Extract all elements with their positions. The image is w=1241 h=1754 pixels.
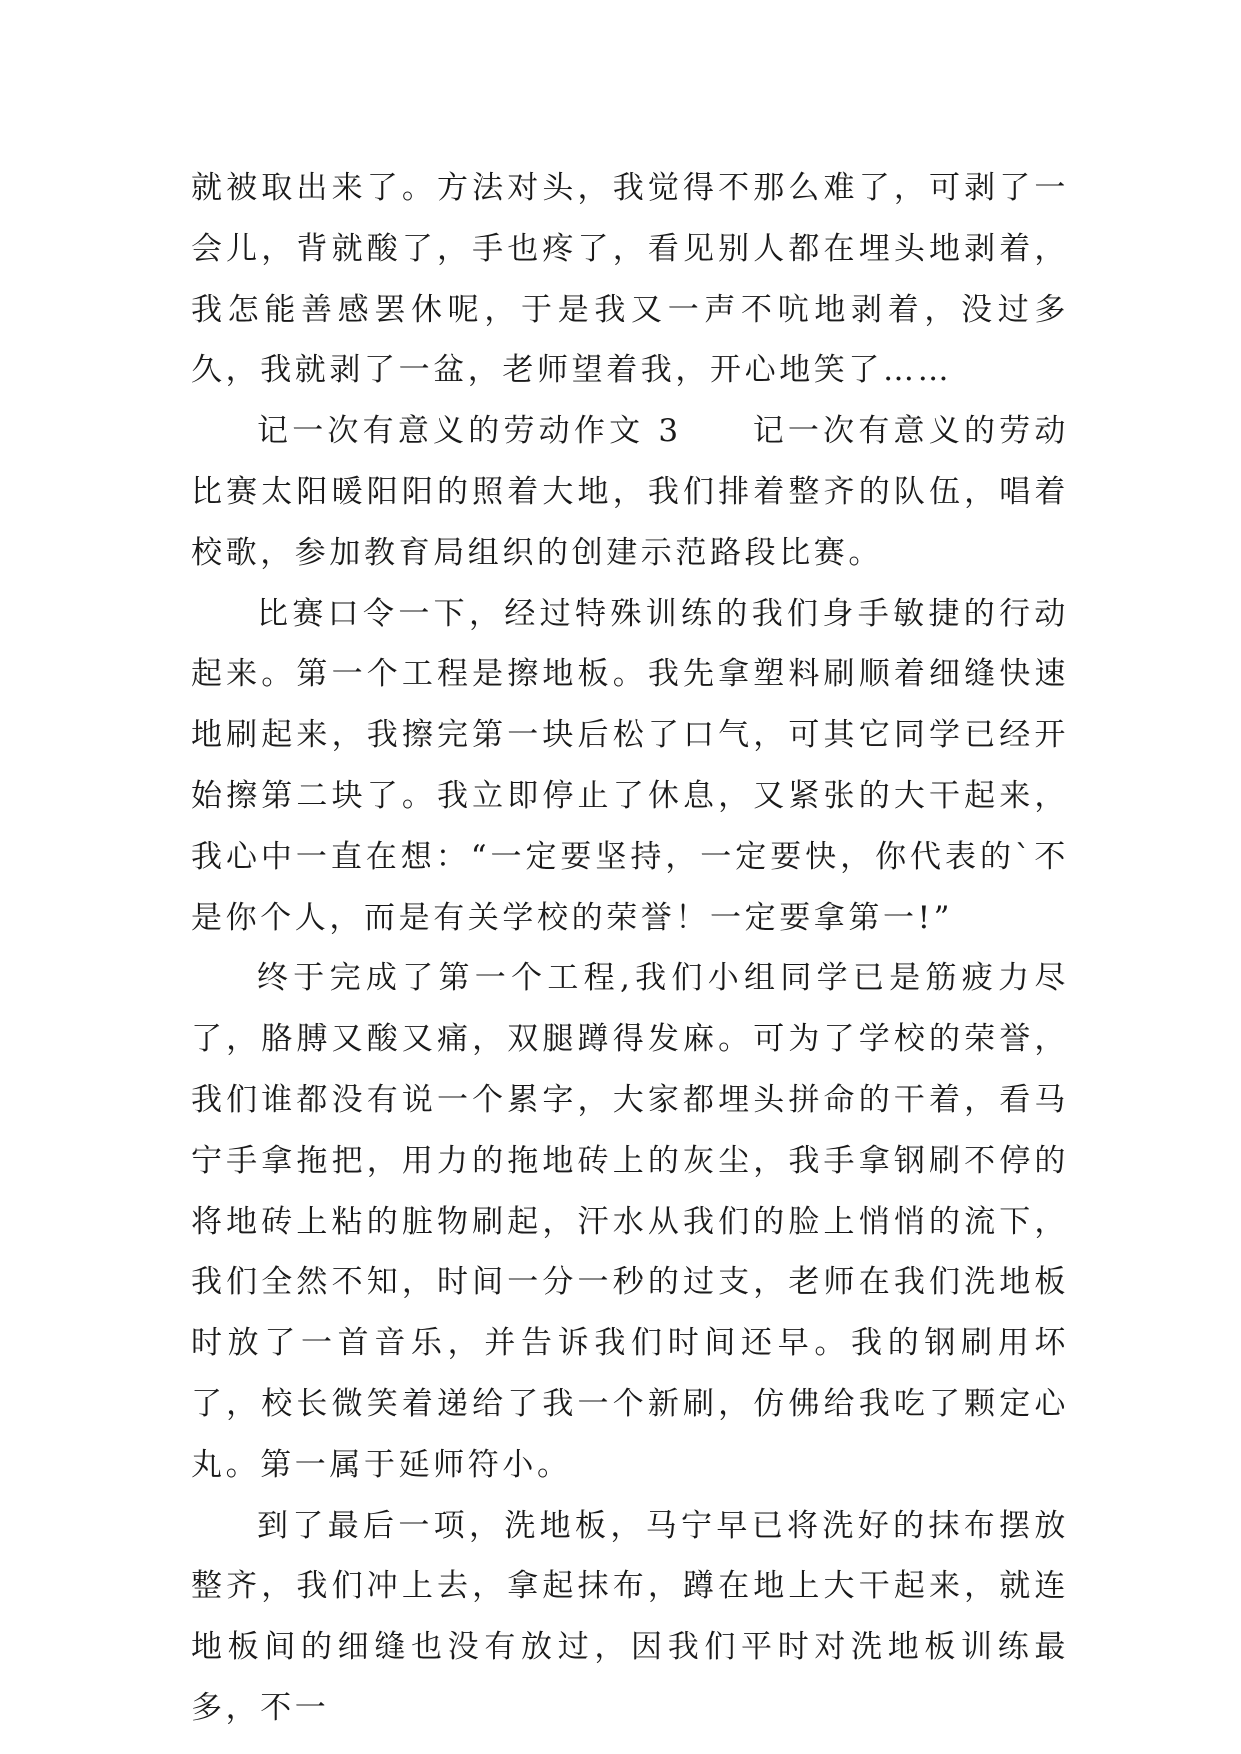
paragraph-effort: 终于完成了第一个工程,我们小组同学已是筋疲力尽了，胳膊又酸又痛，双腿蹲得发麻。可为了学校的荣誉，我们谁都没有说一个累字，大家都埋头拼命的干着，看马宁手拿拖把，用力的拖地砖上的灰尘，我手拿钢刷不停的将地砖上粘的脏物刷起，汗水从我们的脸上悄悄的流下，我们全然不知，时间一分一秒的过支，老师在我们洗地板时放了一首音乐，并告诉我们时间还早。我的钢刷用坏了，校长微笑着递给了我一个新刷，仿佛给我吃了颗定心丸。第一属于延师符小。 (191, 960, 1069, 1483)
document-body (191, 158, 1069, 1739)
paragraph-essay-3-intro: 记一次有意义的劳动作文 3 记一次有意义的劳动比赛太阳暖阳阳的照着大地，我们排着整齐的队伍，唱着校歌，参加教育局组织的创建示范路段比赛。 (191, 413, 1069, 571)
paragraph-continuation: 就被取出来了。方法对头，我觉得不那么难了，可剥了一会儿，背就酸了，手也疼了，看见别人都在埋头地剥着，我怎能善感罢休呢，于是我又一声不吭地剥着，没过多久，我就剥了一盆，老师望着我，开心地笑了…… (191, 170, 1069, 389)
paragraph-last-task: 到了最后一项，洗地板，马宁早已将洗好的抹布摆放整齐，我们冲上去，拿起抹布，蹲在地上大干起来，就连地板间的细缝也没有放过，因我们平时对洗地板训练最多，不一 (191, 1507, 1069, 1726)
paragraph-first-task: 比赛口令一下，经过特殊训练的我们身手敏捷的行动起来。第一个工程是擦地板。我先拿塑料刷顺着细缝快速地刷起来，我擦完第一块后松了口气，可其它同学已经开始擦第二块了。我立即停止了休息，又紧张的大干起来，我心中一直在想：“一定要坚持，一定要快，你代表的`不是你个人，而是有关学校的荣誉！一定要拿第一!” (191, 595, 1069, 936)
